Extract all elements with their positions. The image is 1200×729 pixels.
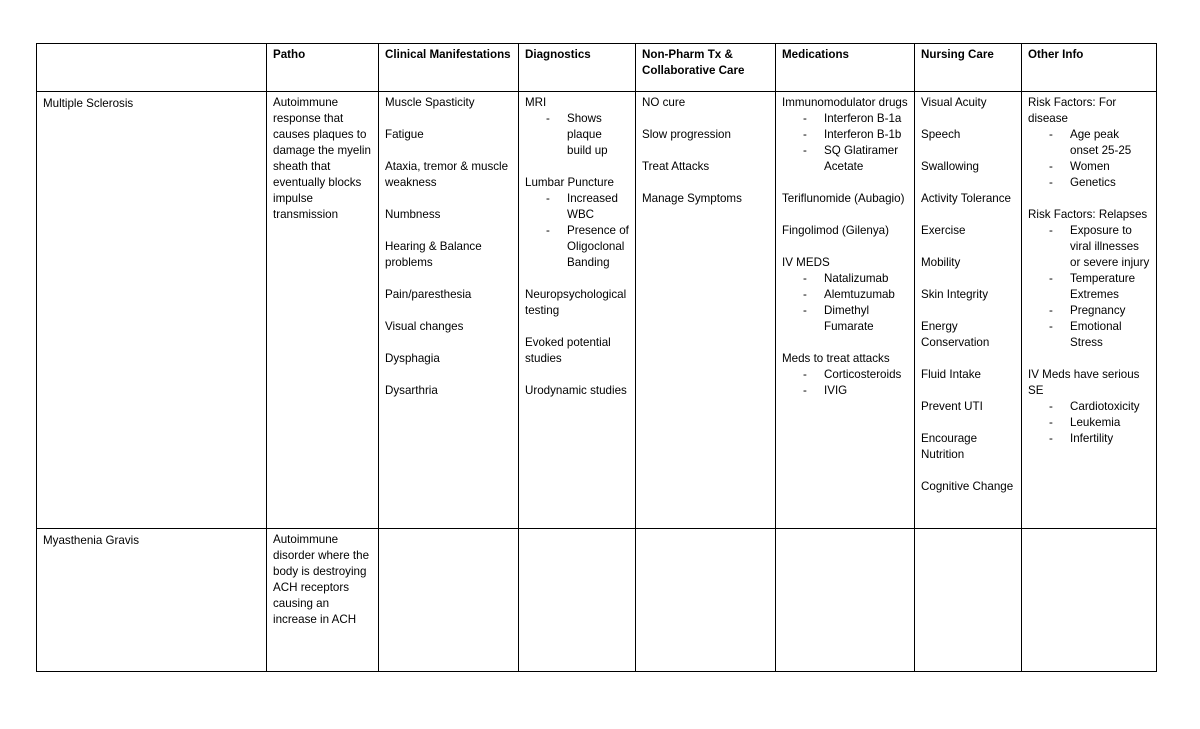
other-group (1028, 367, 1150, 447)
nonpharm-cell (636, 529, 776, 672)
nursing-cell (915, 92, 1022, 529)
other-heading: IV Meds have serious SE (1028, 368, 1140, 397)
med-group (782, 95, 908, 175)
other-list (1028, 127, 1150, 191)
nursing-cell (915, 529, 1022, 672)
nursing-item: Exercise (921, 224, 966, 237)
med-heading: IV MEDS (782, 256, 830, 269)
header-medications: Medications (776, 44, 915, 92)
clinical-item: Dysphagia (385, 352, 440, 365)
med-list (782, 271, 908, 335)
med-item: Teriflunomide (Aubagio) (782, 192, 905, 205)
list-item: - IVIG (782, 383, 908, 399)
diagnostic-group (525, 175, 629, 271)
clinical-item: Muscle Spasticity (385, 96, 475, 109)
nonpharm-item: Manage Symptoms (642, 192, 742, 205)
nursing-item: Skin Integrity (921, 288, 989, 301)
row-myasthenia-gravis (37, 529, 1157, 672)
clinical-item: Visual changes (385, 320, 464, 333)
diagnostics-cell (519, 92, 636, 529)
header-diagnostics: Diagnostics (519, 44, 636, 92)
nonpharm-item: Treat Attacks (642, 160, 710, 173)
list-item: - Presence of Oligoclonal Banding (525, 223, 629, 271)
other-info-cell (1022, 529, 1157, 672)
header-nonpharm: Non-Pharm Tx & Collaborative Care (636, 44, 776, 92)
patho-cell: Autoimmune disorder where the body is destroying ACH receptors causing an increase in ACH (267, 529, 379, 672)
medications-cell (776, 92, 915, 529)
nursing-item: Visual Acuity (921, 96, 987, 109)
clinical-cell (379, 92, 519, 529)
list-item: - Pregnancy (1028, 303, 1150, 319)
row-multiple-sclerosis (37, 92, 1157, 529)
list-item: - SQ Glatiramer Acetate (782, 143, 908, 175)
diagnostic-heading: Lumbar Puncture (525, 176, 614, 189)
clinical-item: Hearing & Balance problems (385, 240, 482, 269)
header-clinical: Clinical Manifestations (379, 44, 519, 92)
diagnostic-group (525, 95, 629, 159)
other-group (1028, 95, 1150, 191)
list-item: - Shows plaque build up (525, 111, 629, 159)
clinical-item: Fatigue (385, 128, 424, 141)
nonpharm-item: Slow progression (642, 128, 731, 141)
list-item: - Increased WBC (525, 191, 629, 223)
clinical-cell (379, 529, 519, 672)
other-heading: Risk Factors: For disease (1028, 96, 1117, 125)
list-item: - Genetics (1028, 175, 1150, 191)
nursing-item: Mobility (921, 256, 961, 269)
nonpharm-item: NO cure (642, 96, 686, 109)
other-heading: Risk Factors: Relapses (1028, 208, 1148, 221)
nursing-item: Prevent UTI (921, 400, 983, 413)
other-info-cell (1022, 92, 1157, 529)
header-empty (37, 44, 267, 92)
diagnostic-item: Neuropsychological testing (525, 288, 627, 317)
list-item: - Leukemia (1028, 415, 1150, 431)
list-item: - Interferon B-1a (782, 111, 908, 127)
list-item: - Temperature Extremes (1028, 271, 1150, 303)
nursing-item: Energy Conservation (921, 320, 990, 349)
diagnostic-item: Urodynamic studies (525, 384, 627, 397)
med-group (782, 351, 908, 399)
nursing-item: Fluid Intake (921, 368, 981, 381)
med-heading: Meds to treat attacks (782, 352, 890, 365)
list-item: - Women (1028, 159, 1150, 175)
disease-name: Myasthenia Gravis (37, 529, 267, 672)
list-item: - Exposure to viral illnesses or severe injury (1028, 223, 1150, 271)
list-item: - Alemtuzumab (782, 287, 908, 303)
medications-cell (776, 529, 915, 672)
list-item: - Natalizumab (782, 271, 908, 287)
header-nursing: Nursing Care (915, 44, 1022, 92)
clinical-item: Pain/paresthesia (385, 288, 472, 301)
list-item: - Corticosteroids (782, 367, 908, 383)
med-group (782, 255, 908, 335)
other-group (1028, 207, 1150, 351)
nursing-item: Swallowing (921, 160, 979, 173)
med-list (782, 111, 908, 175)
diagnostic-heading: MRI (525, 96, 547, 109)
list-item: - Cardiotoxicity (1028, 399, 1150, 415)
diagnostic-list (525, 111, 629, 159)
nursing-item: Speech (921, 128, 961, 141)
disease-name: Multiple Sclerosis (37, 92, 267, 529)
nursing-item: Encourage Nutrition (921, 432, 978, 461)
nonpharm-cell (636, 92, 776, 529)
notes-table (36, 43, 1157, 672)
list-item: - Age peak onset 25-25 (1028, 127, 1150, 159)
clinical-item: Numbness (385, 208, 441, 221)
med-item: Fingolimod (Gilenya) (782, 224, 889, 237)
header-patho: Patho (267, 44, 379, 92)
other-list (1028, 223, 1150, 351)
list-item: - Dimethyl Fumarate (782, 303, 908, 335)
patho-cell: Autoimmune response that causes plaques to damage the myelin sheath that eventually blocks impulse transmission (267, 92, 379, 529)
nursing-item: Cognitive Change (921, 480, 1014, 493)
header-other: Other Info (1022, 44, 1157, 92)
diagnostics-cell (519, 529, 636, 672)
list-item: - Interferon B-1b (782, 127, 908, 143)
header-row (37, 44, 1157, 92)
list-item: - Emotional Stress (1028, 319, 1150, 351)
diagnostic-list (525, 191, 629, 271)
nursing-item: Activity Tolerance (921, 192, 1011, 205)
diagnostic-item: Evoked potential studies (525, 336, 611, 365)
other-list (1028, 399, 1150, 447)
clinical-item: Ataxia, tremor & muscle weakness (385, 160, 509, 189)
med-heading: Immunomodulator drugs (782, 96, 908, 109)
clinical-item: Dysarthria (385, 384, 438, 397)
med-list (782, 367, 908, 399)
list-item: - Infertility (1028, 431, 1150, 447)
